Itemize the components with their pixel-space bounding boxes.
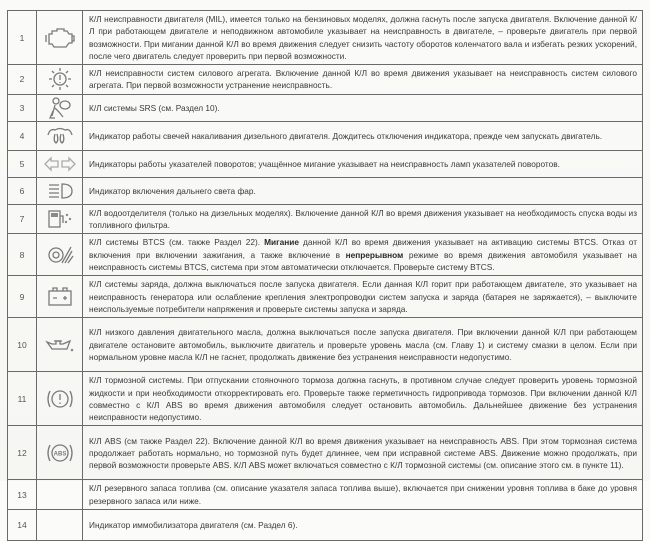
- abs-icon: [45, 440, 75, 466]
- oil-pressure-icon: [45, 336, 75, 354]
- table-row: [8, 276, 643, 318]
- table-row: [8, 94, 643, 121]
- row-description: К/Л неисправности систем силового агрегата. Включение данной К/Л во время движения указывает на неисправность систем силового агрегата. При первой возможности устранение неисправность.: [83, 65, 643, 95]
- warning-lights-table: [7, 10, 643, 541]
- icon-cell-empty: [37, 510, 83, 541]
- water-separator-icon: [46, 208, 74, 230]
- row-description: К/Л системы BTCS (см. также Раздел 22). Мигание данной К/Л во время движения указывает на активацию системы BTCS. Отказ от включения при включении зажигания, а также включение в непрерывном режиме во время движения автомобиля указывает на неисправность системы BTCS, система при этом автоматически отключается. Проверьте систему BTCS.: [83, 234, 643, 276]
- row-number: 10: [8, 318, 37, 372]
- row-description: К/Л системы заряда, должна выключаться после запуска двигателя. Если данная К/Л горит при работающем двигателе, это указывает на неисправность генератора или ослабление крепления электропроводки систем запуска и заряда (батарея не заряжается), – выключите неиспользуемые потребители напряжения и проверьте системы запуска и заряда.: [83, 276, 643, 318]
- row-number: 3: [8, 94, 37, 121]
- table-row: [8, 426, 643, 480]
- table-row: [8, 65, 643, 95]
- check-engine-icon: [45, 25, 75, 51]
- table-row: [8, 150, 643, 177]
- glow-plug-icon: [46, 125, 74, 147]
- row-number: 5: [8, 150, 37, 177]
- row-description: К/Л неисправности двигателя (MIL), имеется только на бензиновых моделях, должна гаснуть после запуска двигателя. Включение данной К/Л при работающем двигателе и неподвижном автомобиле указывает на неисправность в двигателе, – проверьте двигатель при первой возможности. При мигании данной К/Л во время движения следует снизить частоту оборотов коленчатого вала и избегать резких ускорений, после чего двигатель следует проверить при первой возможности.: [83, 11, 643, 65]
- table-row: [8, 480, 643, 510]
- table-row: [8, 11, 643, 65]
- row-description: Индикатор включения дальнего света фар.: [83, 177, 643, 204]
- btcs-traction-icon: [46, 243, 74, 267]
- row-number: 8: [8, 234, 37, 276]
- powertrain-fault-icon: [47, 67, 73, 91]
- row-description: К/Л ABS (см также Раздел 22). Включение данной К/Л во время движения указывает на неисправность ABS. При этом тормозная система продолжает работать нормально, но тормозной путь будет длиннее, чем при исправной системе ABS. Движение можно продолжать, при первой возможности проверьте ABS. К/Л ABS может включаться совместно с К/Л тормозной системы (см. описание этого см. в пункте 11).: [83, 426, 643, 480]
- row-description: К/Л низкого давления двигательного масла, должна выключаться после запуска двигателя. При включении данной К/Л при работающем двигателе остановите автомобиль, выключите двигатель и проверьте уровень масла (см. Главу 1) и систему смазки в целом. Если при нормальном уровне масла К/Л не гаснет, продолжать движение без устранения неисправности недопустимо.: [83, 318, 643, 372]
- row-number: 6: [8, 177, 37, 204]
- row-number: 7: [8, 204, 37, 234]
- row-number: 1: [8, 11, 37, 65]
- battery-charge-icon: [46, 286, 74, 308]
- row-number: 12: [8, 426, 37, 480]
- row-number: 13: [8, 480, 37, 510]
- icon-cell-empty: [37, 480, 83, 510]
- table-row: [8, 234, 643, 276]
- row-description: Индикатор иммобилизатора двигателя (см. Раздел 6).: [83, 510, 643, 541]
- table-row: [8, 177, 643, 204]
- row-number: 14: [8, 510, 37, 541]
- row-number: 11: [8, 372, 37, 426]
- row-description: Индикаторы работы указателей поворотов; учащённое мигание указывает на неисправность ламп указателей поворотов.: [83, 150, 643, 177]
- table-row: [8, 121, 643, 150]
- svg-text:ABS: ABS: [53, 451, 66, 458]
- table-row: [8, 372, 643, 426]
- row-number: 4: [8, 121, 37, 150]
- row-description: К/Л резервного запаса топлива (см. описание указателя запаса топлива выше), включается при снижении уровня топлива в баке до уровня резервного запаса или ниже.: [83, 480, 643, 510]
- turn-signals-icon: [43, 156, 77, 172]
- table-row: [8, 204, 643, 234]
- high-beam-icon: [46, 181, 74, 201]
- brake-system-icon: [45, 386, 75, 412]
- row-description: Индикатор работы свечей накаливания дизельного двигателя. Дождитесь отключения индикатора, прежде чем запускать двигатель.: [83, 121, 643, 150]
- srs-airbag-icon: [47, 96, 73, 120]
- table-row: [8, 318, 643, 372]
- row-description: К/Л водоотделителя (только на дизельных моделях). Включение данной К/Л во время движения указывает на необходимость спуска воды из топливного фильтра.: [83, 204, 643, 234]
- row-number: 2: [8, 65, 37, 95]
- row-description: К/Л системы SRS (см. Раздел 10).: [83, 94, 643, 121]
- row-description: К/Л тормозной системы. При отпускании стояночного тормоза должна гаснуть, в противном случае следует проверить уровень тормозной жидкости и при необходимости откорректировать его. Проверьте также герметичность гидропривода тормозов. При включении данной К/Л совместно с К/Л ABS во время движения автомобиля следует остановить автомобиль. Дальнейшее движение без устранения неисправности недопустимо.: [83, 372, 643, 426]
- row-number: 9: [8, 276, 37, 318]
- table-row: [8, 510, 643, 541]
